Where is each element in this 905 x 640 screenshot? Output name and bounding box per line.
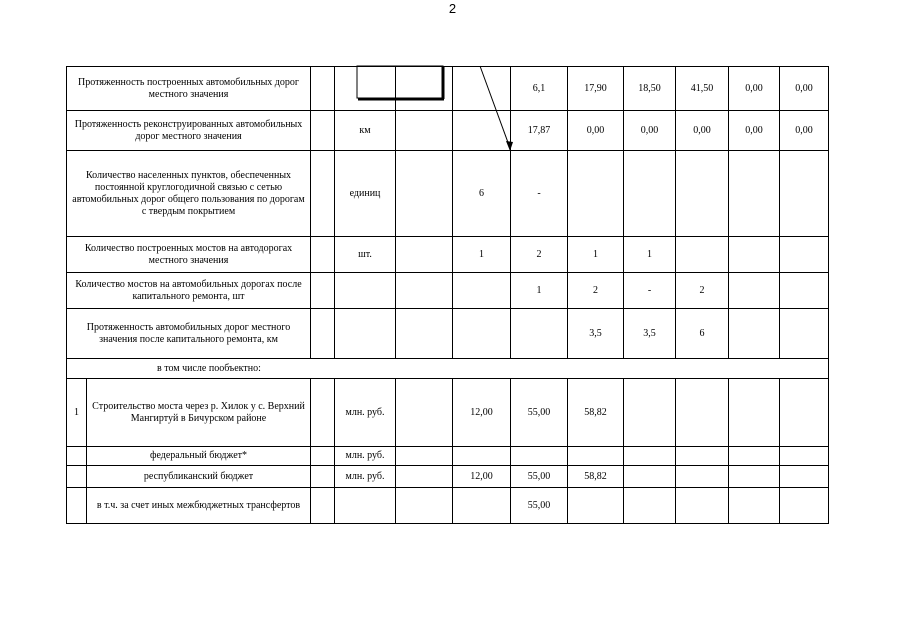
value-cell <box>568 447 624 466</box>
value-cell <box>511 309 568 359</box>
value-cell: 0,00 <box>729 67 780 111</box>
value-cell: 2 <box>676 273 729 309</box>
budget-name: республиканский бюджет <box>87 466 311 488</box>
value-cell <box>453 488 511 524</box>
value-cell: 6 <box>453 151 511 237</box>
value-cell: 1 <box>453 237 511 273</box>
value-cell <box>729 447 780 466</box>
section-label: в том числе пообъектно: <box>67 359 829 379</box>
value-cell <box>676 447 729 466</box>
value-cell <box>396 309 453 359</box>
value-cell <box>624 466 676 488</box>
value-cell: 3,5 <box>624 309 676 359</box>
value-cell: 18,50 <box>624 67 676 111</box>
unit-cell: км <box>335 111 396 151</box>
value-cell <box>780 237 829 273</box>
value-cell: 2 <box>511 237 568 273</box>
indicator-name: Протяженность реконструированных автомобильных дорог местного значения <box>67 111 311 151</box>
value-cell: - <box>624 273 676 309</box>
value-cell: 12,00 <box>453 466 511 488</box>
value-cell: 0,00 <box>676 111 729 151</box>
table-row <box>67 309 829 359</box>
value-cell: 41,50 <box>676 67 729 111</box>
value-cell: 55,00 <box>511 488 568 524</box>
value-cell: 0,00 <box>780 67 829 111</box>
value-cell <box>396 111 453 151</box>
budget-name: в т.ч. за счет иных межбюджетных трансфертов <box>87 488 311 524</box>
value-cell <box>396 273 453 309</box>
value-cell <box>453 447 511 466</box>
value-cell <box>453 273 511 309</box>
value-cell <box>624 447 676 466</box>
budget-name: федеральный бюджет* <box>87 447 311 466</box>
value-cell <box>396 237 453 273</box>
value-cell: 0,00 <box>568 111 624 151</box>
value-cell <box>780 309 829 359</box>
value-cell <box>396 379 453 447</box>
unit-cell <box>335 67 396 111</box>
unit-cell <box>335 309 396 359</box>
table-row <box>67 379 829 447</box>
object-name: Строительство моста через р. Хилок у с. Верхний Мангиртуй в Бичурском районе <box>87 379 311 447</box>
value-cell <box>780 488 829 524</box>
value-cell <box>780 379 829 447</box>
table-row <box>67 488 829 524</box>
value-cell: 3,5 <box>568 309 624 359</box>
value-cell: 6 <box>676 309 729 359</box>
value-cell: - <box>511 151 568 237</box>
value-cell: 17,87 <box>511 111 568 151</box>
value-cell <box>624 488 676 524</box>
page-number: 2 <box>448 1 457 16</box>
value-cell <box>780 447 829 466</box>
value-cell <box>729 379 780 447</box>
value-cell <box>568 488 624 524</box>
table-row <box>67 359 829 379</box>
indicator-name: Протяженность построенных автомобильных дорог местного значения <box>67 67 311 111</box>
value-cell <box>568 151 624 237</box>
value-cell: 58,82 <box>568 466 624 488</box>
value-cell <box>676 237 729 273</box>
value-cell <box>780 273 829 309</box>
value-cell <box>676 488 729 524</box>
unit-cell <box>335 273 396 309</box>
value-cell <box>729 273 780 309</box>
value-cell <box>729 488 780 524</box>
value-cell <box>624 379 676 447</box>
unit-cell: млн. руб. <box>335 447 396 466</box>
value-cell: 55,00 <box>511 466 568 488</box>
unit-cell: млн. руб. <box>335 379 396 447</box>
value-cell <box>511 447 568 466</box>
table-row <box>67 273 829 309</box>
value-cell: 58,82 <box>568 379 624 447</box>
value-cell <box>729 151 780 237</box>
indicator-name: Протяженность автомобильных дорог местного значения после капитального ремонта, км <box>67 309 311 359</box>
value-cell <box>676 151 729 237</box>
indicator-name: Количество населенных пунктов, обеспеченных постоянной круглогодичной связью с сетью автомобильных дорог общего пользования по дорогам с твердым покрытием <box>67 151 311 237</box>
table-row <box>67 466 829 488</box>
table-row <box>67 447 829 466</box>
indicator-name: Количество мостов на автомобильных дорогах после капитального ремонта, шт <box>67 273 311 309</box>
value-cell: 1 <box>511 273 568 309</box>
value-cell: 1 <box>624 237 676 273</box>
value-cell: 1 <box>568 237 624 273</box>
indicator-name: Количество построенных мостов на автодорогах местного значения <box>67 237 311 273</box>
value-cell <box>780 151 829 237</box>
value-cell <box>453 111 511 151</box>
value-cell <box>676 466 729 488</box>
value-cell <box>396 67 453 111</box>
value-cell <box>396 466 453 488</box>
value-cell <box>453 67 511 111</box>
object-number: 1 <box>67 379 87 447</box>
value-cell: 55,00 <box>511 379 568 447</box>
value-cell: 0,00 <box>729 111 780 151</box>
value-cell: 12,00 <box>453 379 511 447</box>
value-cell <box>396 447 453 466</box>
unit-cell: шт. <box>335 237 396 273</box>
value-cell <box>729 237 780 273</box>
unit-cell: единиц <box>335 151 396 237</box>
value-cell: 17,90 <box>568 67 624 111</box>
value-cell <box>729 466 780 488</box>
value-cell: 0,00 <box>624 111 676 151</box>
value-cell: 6,1 <box>511 67 568 111</box>
value-cell <box>729 309 780 359</box>
value-cell <box>624 151 676 237</box>
value-cell <box>396 488 453 524</box>
unit-cell: млн. руб. <box>335 466 396 488</box>
value-cell <box>780 466 829 488</box>
value-cell: 2 <box>568 273 624 309</box>
value-cell <box>676 379 729 447</box>
unit-cell <box>335 488 396 524</box>
table-row <box>67 67 829 111</box>
table-row <box>67 111 829 151</box>
value-cell: 0,00 <box>780 111 829 151</box>
value-cell <box>453 309 511 359</box>
table-row <box>67 237 829 273</box>
table-row <box>67 151 829 237</box>
indicators-table <box>66 66 829 524</box>
value-cell <box>396 151 453 237</box>
